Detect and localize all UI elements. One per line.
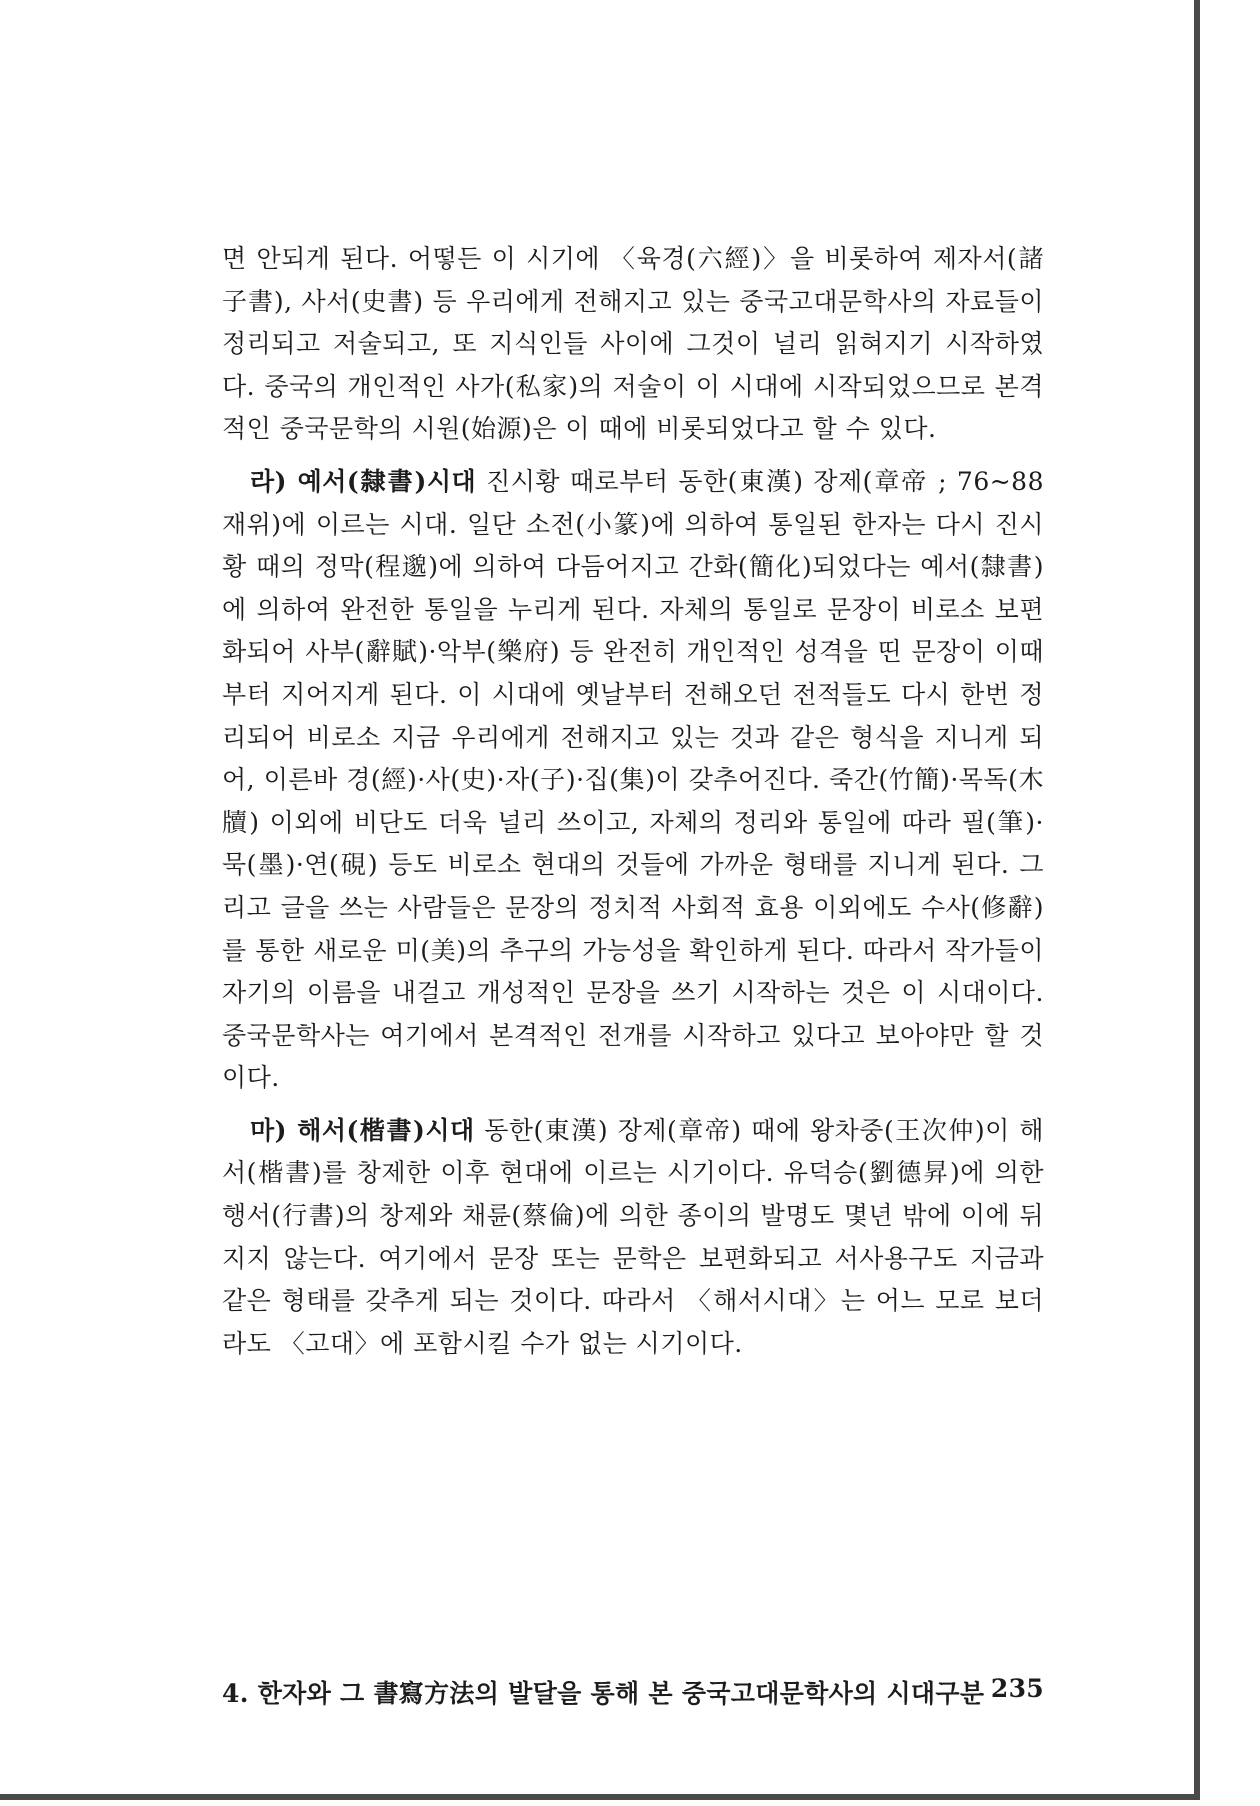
page-footer: [222, 1674, 1044, 1710]
paragraph-text: 동한(東漢) 장제(章帝) 때에 왕차중(王次仲)이 해서(楷書)를 창제한 이후 현대에 이르는 시기이다. 유덕승(劉德昇)에 의한 행서(行書)의 창제와 채륜(蔡倫)에 의한 종이의 발명도 몇년 밖에 이에 뒤지지 않는다. 여기에서 문장 또는 문학은 보편화되고 서사용구도 지금과 같은 형태를 갖추게 되는 것이다. 따라서 〈해서시대〉는 어느 모로 보더라도 〈고대〉에 포함시킬 수가 없는 시기이다.: [222, 1115, 1044, 1358]
body-text: [222, 238, 1044, 1365]
paragraph-continuation: [222, 238, 1044, 451]
running-title: 4. 한자와 그 書寫方法의 발달을 통해 본 중국고대문학사의 시대구분: [222, 1679, 985, 1708]
page-number: 235: [990, 1674, 1044, 1703]
section-heading-ra: 라) 예서(隸書)시대: [250, 466, 477, 496]
paragraph-text: 면 안되게 된다. 어떻든 이 시기에 〈육경(六經)〉을 비롯하여 제자서(諸子書), 사서(史書) 등 우리에게 전해지고 있는 중국고대문학사의 자료들이 정리되고 저술되고, 또 지식인들 사이에 그것이 널리 읽혀지기 시작하였다. 중국의 개인적인 사가(私家)의 저술이 이 시대에 시작되었으므로 본격적인 중국문학의 시원(始源)은 이 때에 비롯되었다고 할 수 있다.: [222, 244, 1044, 444]
paragraph-haeseo-era: [222, 1110, 1044, 1366]
paragraph-yeseo-era: [222, 461, 1044, 1100]
section-heading-ma: 마) 해서(楷書)시대: [250, 1115, 475, 1145]
paragraph-text: 진시황 때로부터 동한(東漢) 장제(章帝 ; 76~88 재위)에 이르는 시대. 일단 소전(小篆)에 의하여 통일된 한자는 다시 진시황 때의 정막(程邈)에 의하여 다듬어지고 간화(簡化)되었다는 예서(隸書)에 의하여 완전한 통일을 누리게 된다. 자체의 통일로 문장이 비로소 보편화되어 사부(辭賦)·악부(樂府) 등 완전히 개인적인 성격을 띤 문장이 이때부터 지어지게 된다. 이 시대에 옛날부터 전해오던 전적들도 다시 한번 정리되어 비로소 지금 우리에게 전해지고 있는 것과 같은 형식을 지니게 되어, 이른바 경(經)·사(史)·자(子)·집(集)이 갖추어진다. 죽간(竹簡)·목독(木牘) 이외에 비단도 더욱 널리 쓰이고, 자체의 정리와 통일에 따라 필(筆)·묵(墨)·연(硯) 등도 비로소 현대의 것들에 가까운 형태를 지니게 된다. 그리고 글을 쓰는 사람들은 문장의 정치적 사회적 효용 이외에도 수사(修辭)를 통한 새로운 미(美)의 추구의 가능성을 확인하게 된다. 따라서 작가들이 자기의 이름을 내걸고 개성적인 문장을 쓰기 시작하는 것은 이 시대이다. 중국문학사는 여기에서 본격적인 전개를 시작하고 있다고 보아야만 할 것이다.: [222, 466, 1044, 1093]
